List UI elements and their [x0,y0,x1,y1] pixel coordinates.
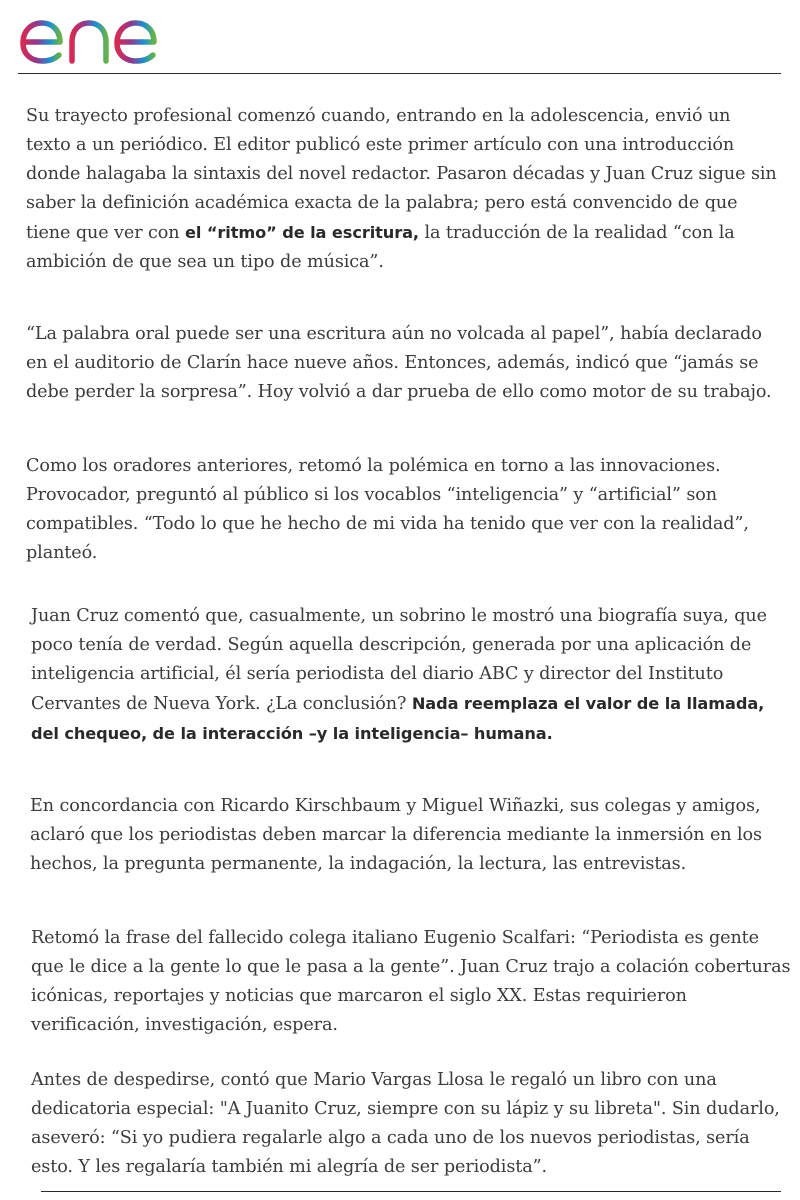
article-paragraph [26,452,749,568]
text-line [30,821,762,850]
text-run: donde halagaba la sintaxis del novel redactor. Pasaron décadas y Juan Cruz sigue sin [26,164,777,184]
text-run: Como los oradores anteriores, retomó la polémica en torno a las innovaciones. [26,456,721,476]
bold-text: del chequeo, de la interacción –y la inteligencia– humana. [31,724,553,743]
text-run: aseveró: “Si yo pudiera regalarle algo a cada uno de los nuevos periodistas, sería [31,1128,750,1148]
text-line [26,189,777,218]
text-run: la traducción de la realidad “con la [418,223,735,243]
text-run: planteó. [26,543,98,563]
text-line [31,982,790,1011]
text-line [26,378,772,407]
text-line [31,1095,780,1124]
text-run: debe perder la sorpresa”. Hoy volvió a dar prueba de ello como motor de su trabajo. [26,382,772,402]
text-line [26,481,749,510]
text-run: inteligencia artificial, él sería periodista del diario ABC y director del Instituto [31,664,724,684]
text-line [31,660,767,689]
text-line [26,452,749,481]
text-line [31,719,767,749]
text-run: Juan Cruz comentó que, casualmente, un sobrino le mostró una biografía suya, que [31,606,767,626]
text-run: Antes de despedirse, contó que Mario Vargas Llosa le regaló un libro con una [31,1070,717,1090]
article-paragraph [31,1066,780,1182]
text-line [31,1066,780,1095]
text-run: tiene que ver con [26,223,185,243]
text-line [26,248,777,277]
text-line [26,131,777,160]
text-run: en el auditorio de Clarín hace nueve años. Entonces, además, indicó que “jamás se [26,353,759,373]
article-paragraph [30,792,762,879]
text-run: compatibles. “Todo lo que he hecho de mi vida ha tenido que ver con la realidad”, [26,514,749,534]
text-line [26,510,749,539]
text-run: verificación, investigación, espera. [31,1015,338,1035]
text-line [31,953,790,982]
page-header [0,0,800,76]
text-line [31,631,767,660]
text-line [31,924,790,953]
text-line [31,1153,780,1182]
bold-text: el “ritmo” de la escritura, [184,223,419,242]
text-line [31,1124,780,1153]
text-run: dedicatoria especial: "A Juanito Cruz, siempre con su lápiz y su libreta". Sin dudarlo, [31,1099,780,1119]
text-line [30,850,762,879]
text-run: saber la definición académica exacta de la palabra; pero está convencido de que [26,193,738,213]
text-run: poco tenía de verdad. Según aquella descripción, generada por una aplicación de [31,635,752,655]
text-run: esto. Y les regalaría también mi alegría de ser periodista”. [31,1157,548,1177]
text-run: texto a un periódico. El editor publicó este primer artículo con una introducción [26,135,735,155]
text-line [31,689,767,719]
text-run: hechos, la pregunta permanente, la indagación, la lectura, las entrevistas. [30,854,687,874]
text-line [31,1011,790,1040]
text-line [26,539,749,568]
enel-logo[interactable] [16,4,182,68]
text-line [26,102,777,131]
text-run: icónicas, reportajes y noticias que marcaron el siglo XX. Estas requirieron [31,986,687,1006]
bold-text: Nada reemplaza el valor de la llamada, [411,694,765,713]
text-line [30,792,762,821]
article-paragraph [26,320,772,407]
article-paragraph [31,602,767,749]
text-run: Retomó la frase del fallecido colega italiano Eugenio Scalfari: “Periodista es gente [31,928,759,948]
text-line [26,320,772,349]
text-run: Cervantes de Nueva York. ¿La conclusión? [31,694,412,714]
article-paragraph [26,102,777,277]
text-run: ambición de que sea un tipo de música”. [26,252,384,272]
header-divider [18,73,781,74]
text-run: que le dice a la gente lo que le pasa a la gente”. Juan Cruz trajo a colación coberturas [31,957,791,977]
text-line [26,218,777,248]
text-run: En concordancia con Ricardo Kirschbaum y Miguel Wiñazki, sus colegas y amigos, [30,796,761,816]
text-line [26,160,777,189]
article-paragraph [31,924,790,1040]
text-line [31,602,767,631]
text-run: “La palabra oral puede ser una escritura aún no volcada al papel”, había declarado [26,324,762,344]
text-run: Su trayecto profesional comenzó cuando, entrando en la adolescencia, envió un [26,106,731,126]
text-run: Provocador, preguntó al público si los vocablos “inteligencia” y “artificial” son [26,485,717,505]
text-run: aclaró que los periodistas deben marcar la diferencia mediante la inmersión en los [30,825,762,845]
text-line [26,349,772,378]
footer-divider [41,1191,781,1192]
